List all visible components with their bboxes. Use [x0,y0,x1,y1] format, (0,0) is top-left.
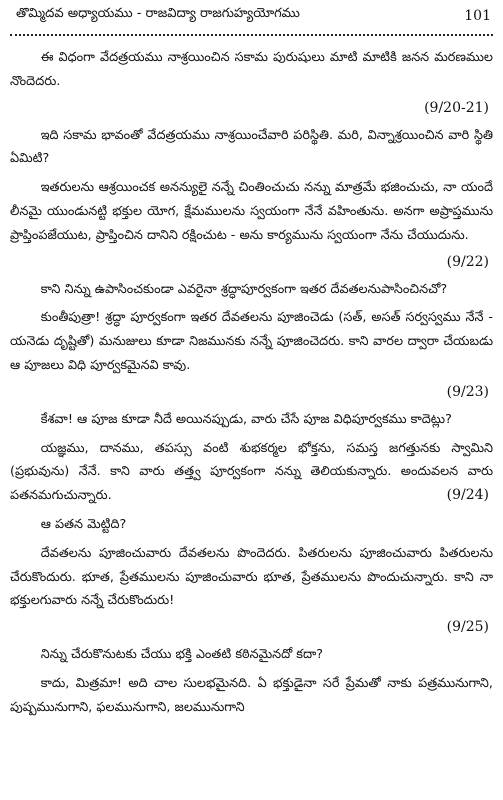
answer-paragraph [10,46,493,94]
answer-paragraph [10,542,493,613]
paragraph-text: యజ్ఞము, దానము, తపస్సు వంటి శుభకర్మల భోక్తను, సమస్త జగత్తునకు స్వామిని (ప్రభువును) నేనే. కాని వారు తత్త్వ పూర్వకంగా నన్ను తెలియకున్నారు. అందువలన వారు పతనమగుచున్నారు. [10,440,493,504]
question-paragraph [10,513,493,537]
paragraph-text: ఇతరులను ఆశ్రయించక అనన్యులై నన్నే చింతించుచు నన్ను మాత్రమే భజించుచు, నా యందే లీనమై యుండునట్టి భక్తుల యోగ, క్షేమములను స్వయంగా నేనే వహింతును. అనగా అప్రాప్తమును ప్రాప్తింపజేయుట, ప్రాప్తించిన దానిని రక్షించుట - అను కార్యమును స్వయంగా నేను చేయుదును. [10,180,493,243]
question-paragraph [10,408,493,432]
answer-paragraph [10,176,493,247]
paragraph-text: కాని నిన్ను ఉపాసించకుండా ఎవరైనా శ్రద్ధాపూర్వకంగా ఇతర దేవతలనుపాసించినచో? [40,281,448,297]
verse-reference: (9/23) [446,383,489,400]
dotted-divider [10,27,493,36]
page-number: 101 [464,8,491,24]
verse-reference: (9/25) [446,619,489,636]
verse-reference: (9/22) [446,253,489,270]
paragraph-text: నిన్ను చేరుకొనుటకు చేయు భక్తి ఎంతటి కఠినమైనదో కదా? [40,647,324,663]
running-header [10,4,493,24]
verse-reference: (9/20-21) [424,99,489,116]
verse-reference: (9/24) [446,487,489,504]
page-body [10,46,493,720]
question-paragraph [10,278,493,302]
paragraph-text: ఇది సకామ భావంతో వేదత్రయము నాశ్రయించేవారి పరిస్థితి. మరి, విన్నాశ్రయించిన వారి స్థితి ఏమిటి? [10,127,493,167]
paragraph-text: ఈ విధంగా వేదత్రయము నాశ్రయించిన సకామ పురుషులు మాటి మాటికి జనన మరణముల నొందెదరు. [10,50,493,89]
paragraph-text: కేశవా! ఆ పూజ కూడా నీదే అయినప్పుడు, వారు చేసే పూజ విధిపూర్వకము కాదెట్లు? [40,411,452,427]
paragraph-text: కాదు, మిత్రమా! అది చాల సులభమైనది. ఏ భక్తుడైనా సరే ప్రేమతో నాకు పత్రమునుగాని, పుష్పమునుగాని, ఫలమునుగాని, జలమునుగాని [10,675,493,715]
answer-paragraph [10,306,493,377]
paragraph-text: ఆ పతన మెట్టిది? [40,516,127,532]
question-paragraph [10,124,493,172]
paragraph-text: కుంతీపుత్రా! శ్రద్ధా పూర్వకంగా ఇతర దేవతలను పూజించెడు (సత్, అసత్ సర్వస్వము నేనే - యనెడు దృష్టితో) మనుజులు కూడా నిజమునకు నన్నే పూజించెదరు. కాని వారల ద్వారా చేయబడు ఆ పూజలు విధి పూర్వకమైనవి కావు. [10,310,493,373]
answer-paragraph [10,672,493,720]
question-paragraph [10,643,493,667]
chapter-title: తొమ్మిదవ అధ్యాయము - రాజవిద్యా రాజగుహ్యయోగము [16,6,300,21]
paragraph-text: దేవతలను పూజించువారు దేవతలను పొందెదరు. పితరులను పూజించువారు పితరులను చేరుకొందురు. భూత, ప్రేతములను పూజించువారు భూత, ప్రేతములను పొందుచున్నారు. కాని నా భక్తులగువారు నన్నే చేరుకొందురు! [10,545,493,609]
answer-paragraph [10,437,493,508]
